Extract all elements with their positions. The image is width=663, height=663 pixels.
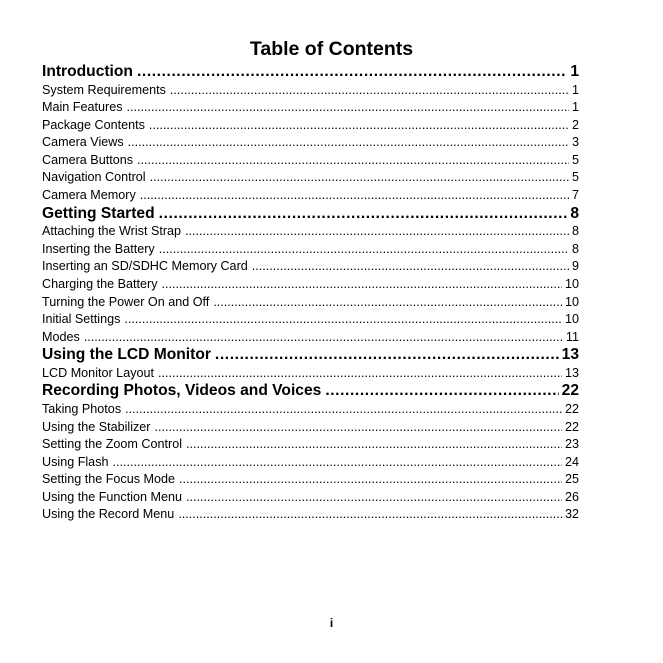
toc-section-entry[interactable] xyxy=(42,134,579,152)
toc-entry-page-number: 9 xyxy=(571,259,579,274)
toc-entry-page-number: 22 xyxy=(564,401,579,416)
toc-entry-page-number: 26 xyxy=(564,489,579,504)
toc-entry-page-number: 8 xyxy=(570,204,579,222)
toc-entry-page-number: 24 xyxy=(564,454,579,469)
toc-dot-leader xyxy=(84,329,563,347)
toc-dot-leader xyxy=(158,365,562,383)
toc-section-entry[interactable] xyxy=(42,276,579,294)
toc-dot-leader xyxy=(137,152,569,170)
toc-entry-label: Getting Started xyxy=(42,204,155,222)
toc-entry-label: System Requirements xyxy=(42,82,166,97)
toc-dot-leader xyxy=(140,187,569,205)
toc-entry-page-number: 10 xyxy=(564,312,579,327)
toc-entry-label: Camera Buttons xyxy=(42,152,133,167)
toc-dot-leader xyxy=(149,117,569,135)
toc-entry-label: Using the Record Menu xyxy=(42,507,175,522)
toc-entry-label: Introduction xyxy=(42,63,133,80)
toc-section-entry[interactable] xyxy=(42,187,579,205)
toc-entry-label: Navigation Control xyxy=(42,170,146,185)
toc-entry-label: Using the Function Menu xyxy=(42,489,183,504)
toc-entry-label: Using the Stabilizer xyxy=(42,419,151,434)
toc-section-entry[interactable] xyxy=(42,241,579,259)
toc-entry-page-number: 13 xyxy=(561,346,579,364)
toc-entry-page-number: 32 xyxy=(564,507,579,522)
toc-section-entry[interactable] xyxy=(42,99,579,117)
toc-entry-label: Recording Photos, Videos and Voices xyxy=(42,382,322,400)
toc-entry-label: Camera Views xyxy=(42,135,124,150)
toc-section-entry[interactable] xyxy=(42,294,579,312)
page-title: Table of Contents xyxy=(249,38,414,60)
toc-chapter-entry[interactable] xyxy=(42,382,579,401)
toc-dot-leader xyxy=(159,205,568,224)
toc-entry-page-number: 5 xyxy=(571,152,579,167)
toc-dot-leader xyxy=(179,471,562,489)
toc-entry-label: Using Flash xyxy=(42,454,109,469)
toc-entry-label: Modes xyxy=(42,329,80,344)
toc-entry-page-number: 7 xyxy=(571,188,579,203)
toc-entry-label: Inserting an SD/SDHC Memory Card xyxy=(42,259,248,274)
toc-entry-page-number: 11 xyxy=(565,329,579,344)
toc-entry-label: Using the LCD Monitor xyxy=(42,346,211,364)
toc-dot-leader xyxy=(213,294,562,312)
toc-dot-leader xyxy=(155,419,562,437)
toc-section-entry[interactable] xyxy=(42,82,579,100)
toc-dot-leader xyxy=(325,382,558,401)
toc-entry-page-number: 10 xyxy=(564,276,579,291)
toc-section-entry[interactable] xyxy=(42,329,579,347)
toc-dot-leader xyxy=(159,241,569,259)
toc-entry-page-number: 2 xyxy=(571,117,579,132)
toc-entry-label: Initial Settings xyxy=(42,312,121,327)
toc-entry-label: Taking Photos xyxy=(42,401,122,416)
toc-entry-label: Inserting the Battery xyxy=(42,241,155,256)
toc-section-entry[interactable] xyxy=(42,152,579,170)
toc-entry-label: Turning the Power On and Off xyxy=(42,294,210,309)
toc-entry-page-number: 23 xyxy=(564,437,579,452)
toc-entry-label: LCD Monitor Layout xyxy=(42,365,154,380)
toc-dot-leader xyxy=(137,63,567,82)
toc-chapter-entry[interactable] xyxy=(42,346,579,365)
toc-dot-leader xyxy=(185,223,569,241)
toc-dot-leader xyxy=(162,276,562,294)
toc-entry-page-number: 5 xyxy=(571,170,579,185)
toc-entry-label: Setting the Zoom Control xyxy=(42,437,183,452)
toc-entry-label: Attaching the Wrist Strap xyxy=(42,224,182,239)
toc-dot-leader xyxy=(150,169,569,187)
toc-entry-label: Main Features xyxy=(42,100,123,115)
toc-section-entry[interactable] xyxy=(42,506,579,524)
toc-entry-page-number: 13 xyxy=(564,365,579,380)
toc-section-entry[interactable] xyxy=(42,401,579,419)
toc-entry-page-number: 25 xyxy=(564,472,579,487)
toc-dot-leader xyxy=(113,454,562,472)
toc-dot-leader xyxy=(178,506,562,524)
toc-entry-page-number: 22 xyxy=(561,382,579,400)
toc-section-entry[interactable] xyxy=(42,471,579,489)
toc-section-entry[interactable] xyxy=(42,454,579,472)
toc-section-entry[interactable] xyxy=(42,419,579,437)
toc-section-entry[interactable] xyxy=(42,169,579,187)
table-of-contents xyxy=(42,63,579,524)
toc-entry-page-number: 22 xyxy=(564,419,579,434)
toc-section-entry[interactable] xyxy=(42,258,579,276)
toc-entry-page-number: 10 xyxy=(564,294,579,309)
toc-dot-leader xyxy=(124,311,562,329)
toc-dot-leader xyxy=(170,82,569,100)
toc-section-entry[interactable] xyxy=(42,436,579,454)
toc-dot-leader xyxy=(215,346,559,365)
toc-entry-page-number: 8 xyxy=(571,241,579,256)
toc-chapter-entry[interactable] xyxy=(42,205,579,224)
toc-dot-leader xyxy=(252,258,569,276)
toc-dot-leader xyxy=(186,436,562,454)
toc-section-entry[interactable] xyxy=(42,311,579,329)
toc-dot-leader xyxy=(125,401,562,419)
toc-dot-leader xyxy=(127,99,569,117)
toc-section-entry[interactable] xyxy=(42,489,579,507)
toc-entry-page-number: 3 xyxy=(571,135,579,150)
toc-entry-page-number: 8 xyxy=(571,224,579,239)
toc-entry-page-number: 1 xyxy=(571,100,579,115)
toc-entry-label: Package Contents xyxy=(42,117,145,132)
toc-dot-leader xyxy=(128,134,569,152)
toc-dot-leader xyxy=(186,489,562,507)
toc-entry-label: Charging the Battery xyxy=(42,276,158,291)
page-number: i xyxy=(329,616,334,630)
toc-section-entry[interactable] xyxy=(42,365,579,383)
toc-entry-page-number: 1 xyxy=(571,82,579,97)
toc-entry-label: Camera Memory xyxy=(42,188,136,203)
toc-entry-label: Setting the Focus Mode xyxy=(42,472,176,487)
toc-chapter-entry[interactable] xyxy=(42,63,579,82)
toc-entry-page-number: 1 xyxy=(570,63,579,80)
toc-section-entry[interactable] xyxy=(42,223,579,241)
toc-section-entry[interactable] xyxy=(42,117,579,135)
